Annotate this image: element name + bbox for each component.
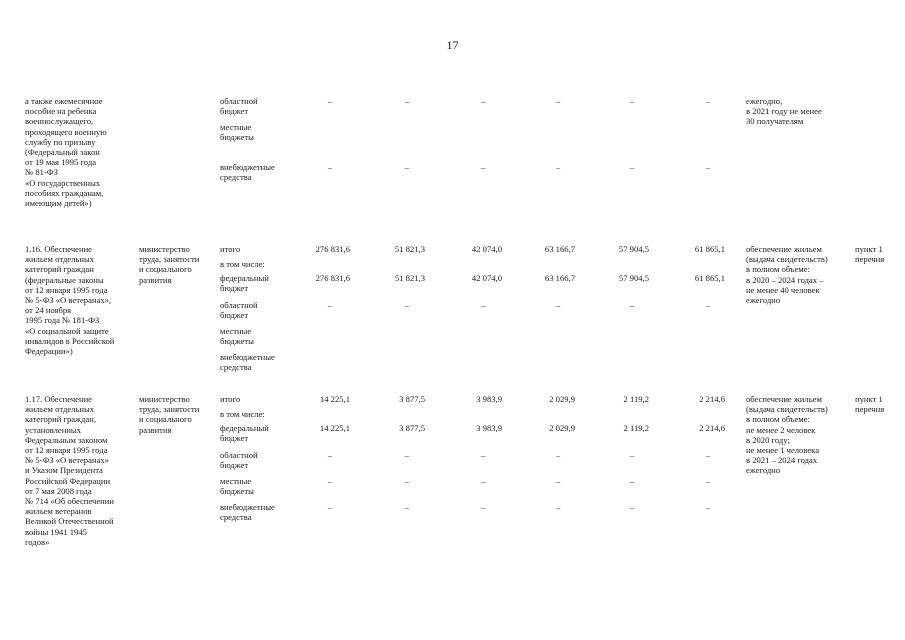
source-label: внебюджетные средства — [220, 162, 275, 183]
value-cell: – — [555, 162, 561, 172]
value-cell: 2 119,2 — [623, 394, 649, 404]
value-cell: – — [555, 502, 561, 512]
value-cell: – — [404, 476, 410, 486]
value-cell: – — [404, 96, 410, 106]
value-cell: – — [629, 502, 635, 512]
value-cell: 2 119,2 — [623, 423, 649, 433]
value-cell: 2 029,9 — [549, 394, 575, 404]
value-cell: – — [480, 162, 486, 172]
source-label: федеральный бюджет — [220, 273, 269, 294]
value-cell: 3 983,9 — [476, 423, 502, 433]
value-cell: 276 831,6 — [315, 273, 350, 283]
value-cell: – — [629, 96, 635, 106]
source-label: внебюджетные средства — [220, 502, 275, 523]
value-cell: 42 074,0 — [471, 244, 502, 254]
measure-name: 1.16. Обеспечение жильем отдельных категорий граждан (федеральные законы от 12 января 1995 года № 5-ФЗ «О ветеранах», от 24 ноября 1995 года № 181-ФЗ «О социальной защите инвалидов в Российской Федерации») — [25, 244, 115, 357]
value-cell: – — [327, 476, 333, 486]
executor: министерство труда, занятости и социального развития — [139, 394, 200, 435]
value-cell: – — [327, 502, 333, 512]
expected-result: ежегодно, в 2021 году не менее 30 получателям — [746, 96, 822, 127]
source-label: местные бюджеты — [220, 122, 254, 143]
value-cell: 2 214,6 — [699, 394, 725, 404]
value-cell: – — [327, 450, 333, 460]
source-label: в том числе: — [220, 259, 265, 269]
value-cell: 57 904,5 — [618, 244, 649, 254]
value-cell: – — [404, 450, 410, 460]
value-cell: – — [327, 162, 333, 172]
value-cell: 63 166,7 — [544, 273, 575, 283]
reference: пункт 1 перечня — [855, 244, 885, 265]
value-cell: 14 225,1 — [319, 394, 350, 404]
value-cell: – — [404, 162, 410, 172]
value-cell: – — [480, 450, 486, 460]
value-cell: – — [705, 96, 711, 106]
reference: пункт 1 перечня — [855, 394, 885, 415]
value-cell: – — [629, 450, 635, 460]
value-cell: 3 983,9 — [476, 394, 502, 404]
value-cell: – — [480, 96, 486, 106]
value-cell: – — [705, 300, 711, 310]
value-cell: – — [404, 502, 410, 512]
value-cell: 63 166,7 — [544, 244, 575, 254]
value-cell: 61 865,1 — [694, 273, 725, 283]
value-cell: – — [555, 300, 561, 310]
value-cell: 2 214,6 — [699, 423, 725, 433]
value-cell: – — [480, 476, 486, 486]
value-cell: – — [705, 162, 711, 172]
value-cell: 3 877,5 — [399, 394, 425, 404]
value-cell: 51 821,3 — [394, 273, 425, 283]
page-number: 17 — [446, 38, 459, 52]
expected-result: обеспечение жильем (выдача свидетельств) в полном объеме: не менее 2 человек в 2020 году; не менее 1 человека в 2021 – 2024 годах ежегодно — [746, 394, 828, 476]
value-cell: 276 831,6 — [315, 244, 350, 254]
source-label: федеральный бюджет — [220, 423, 269, 444]
expected-result: обеспечение жильем (выдача свидетельств) в полном объеме: в 2020 – 2024 годах – не менее 40 человек ежегодно — [746, 244, 828, 306]
value-cell: 42 074,0 — [471, 273, 502, 283]
measure-name: 1.17. Обеспечение жильем отдельных категорий граждан, установленных Федеральным законом от 12 января 1995 года № 5-ФЗ «О ветеранах» и Указом Президента Российской Федерации от 7 мая 2008 года № 714 «Об обеспечении жильем ветеранов Великой Отечественной войны 1941 1945 годов» — [25, 394, 114, 547]
value-cell: – — [705, 450, 711, 460]
value-cell: 57 904,5 — [618, 273, 649, 283]
value-cell: – — [555, 96, 561, 106]
source-label: в том числе: — [220, 409, 265, 419]
value-cell: – — [629, 476, 635, 486]
value-cell: 51 821,3 — [394, 244, 425, 254]
source-label: областной бюджет — [220, 450, 258, 471]
executor: министерство труда, занятости и социального развития — [139, 244, 200, 285]
value-cell: 61 865,1 — [694, 244, 725, 254]
value-cell: – — [327, 300, 333, 310]
value-cell: – — [555, 450, 561, 460]
value-cell: – — [629, 300, 635, 310]
source-label: местные бюджеты — [220, 326, 254, 347]
value-cell: – — [404, 300, 410, 310]
value-cell: – — [705, 502, 711, 512]
measure-name: а также ежемесячное пособие на ребенка военнослужащего, проходящего военную службу по призыву (Федеральный закон от 19 мая 1995 года № 81-ФЗ «О государственных пособиях гражданам, имеющим детей») — [25, 96, 107, 209]
source-label: областной бюджет — [220, 96, 258, 117]
value-cell: – — [480, 300, 486, 310]
source-label: местные бюджеты — [220, 476, 254, 497]
value-cell: – — [480, 502, 486, 512]
value-cell: – — [555, 476, 561, 486]
source-label: областной бюджет — [220, 300, 258, 321]
value-cell: 3 877,5 — [399, 423, 425, 433]
value-cell: – — [629, 162, 635, 172]
value-cell: – — [705, 476, 711, 486]
value-cell: – — [327, 96, 333, 106]
source-label: итого — [220, 244, 241, 254]
source-label: внебюджетные средства — [220, 352, 275, 373]
source-label: итого — [220, 394, 241, 404]
value-cell: 14 225,1 — [319, 423, 350, 433]
value-cell: 2 029,9 — [549, 423, 575, 433]
